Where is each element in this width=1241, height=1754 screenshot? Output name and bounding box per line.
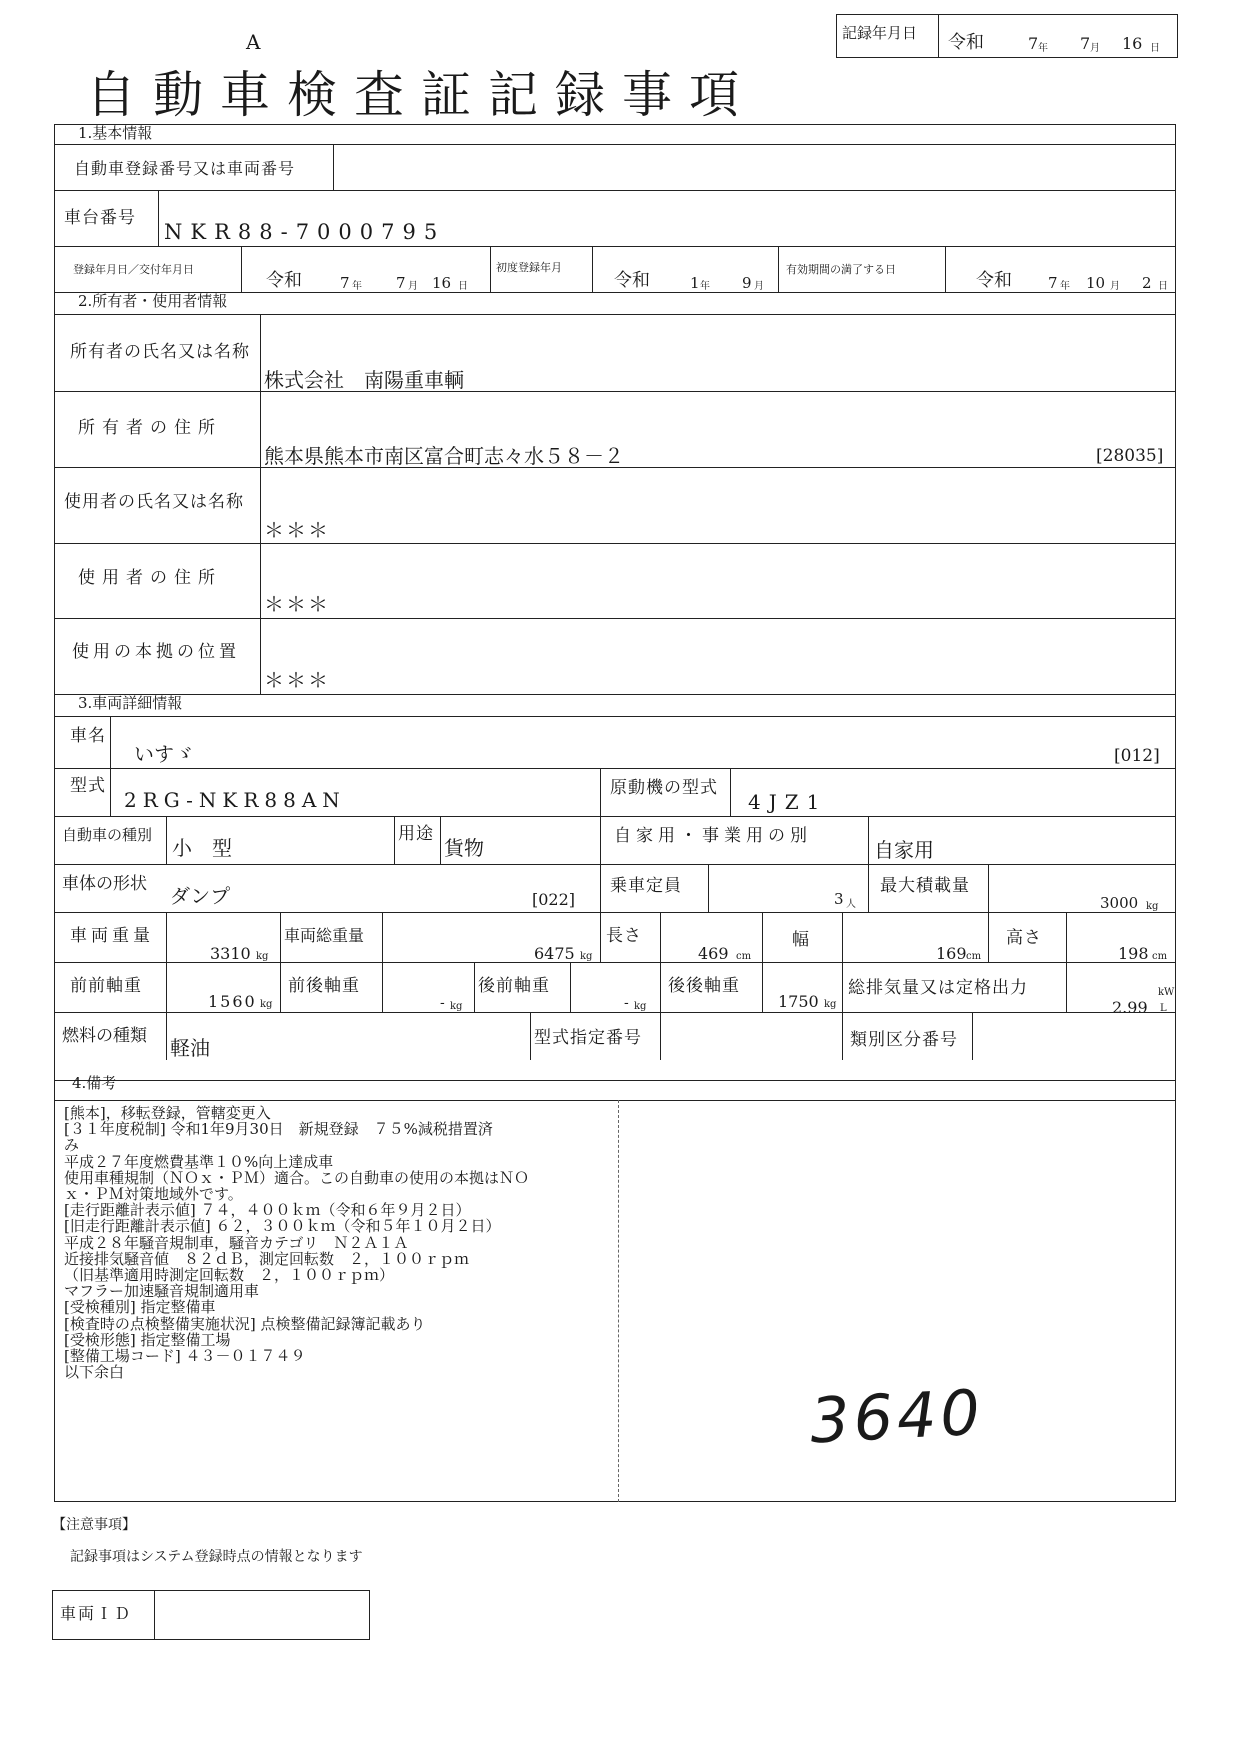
fr-axle-value: -	[440, 995, 445, 1011]
vehicle-name-code: [012]	[1114, 746, 1160, 766]
remarks-line: 使用車種規制（ＮＯｘ・ＰＭ）適合。この自動車の使用の本拠はＮＯ	[64, 1168, 530, 1187]
kg-unit: kg	[634, 1001, 647, 1012]
reg-number-label: 自動車登録番号又は車両番号	[74, 159, 296, 178]
capacity-label: 乗車定員	[610, 876, 682, 896]
year-unit: 年	[700, 281, 710, 292]
expiry-year: 7	[1048, 274, 1058, 292]
cm-unit: cm	[736, 951, 752, 962]
cm-unit: cm	[1152, 951, 1168, 962]
gross-value: 6475	[534, 944, 575, 963]
capacity-value: 3	[834, 890, 844, 908]
first-reg-year: 1	[690, 274, 700, 292]
rr-axle-label: 後後軸重	[668, 976, 740, 996]
fuel-label: 燃料の種類	[62, 1026, 147, 1046]
reg-date-era: 令和	[266, 270, 302, 291]
user-name-value: ＊＊＊	[264, 518, 330, 542]
kind-value: 小 型	[172, 836, 232, 860]
remarks-line: [検査時の点検整備実施状況] 点検整備記録簿記載あり	[64, 1314, 426, 1333]
document-title: 自動車検査証記録事項	[86, 66, 756, 124]
weight-value: 3310	[210, 944, 251, 963]
reg-date-year: 7	[340, 274, 350, 292]
record-date-label: 記録年月日	[842, 24, 918, 42]
kg-unit: kg	[450, 1001, 463, 1012]
max-load-label: 最大積載量	[880, 876, 970, 896]
record-date-year: 7	[1028, 34, 1039, 53]
use-value: 貨物	[444, 836, 484, 860]
remarks-line: 以下余白	[64, 1363, 125, 1382]
vehicle-id-label: 車両ＩＤ	[60, 1604, 133, 1623]
expiry-label: 有効期間の満了する日	[786, 263, 896, 276]
length-value: 469	[698, 944, 729, 963]
fr-axle-label: 前後軸重	[288, 976, 360, 996]
remarks-line: [３１年度税制] 令和1年9月30日 新規登録 ７５%減税措置済	[64, 1120, 493, 1139]
year-unit: 年	[352, 281, 362, 292]
chassis-label: 車台番号	[64, 208, 136, 228]
first-reg-era: 令和	[614, 270, 650, 291]
section-basic-heading: 1.基本情報	[78, 124, 153, 142]
day-unit: 日	[1150, 43, 1160, 54]
user-addr-label: 使用者の住所	[78, 568, 222, 588]
displacement-value: 2.99	[1112, 998, 1148, 1017]
model-value: 2RG-NKR88AN	[124, 788, 346, 812]
vehicle-name-label: 車名	[70, 726, 106, 746]
remarks-line: [受検形態] 指定整備工場	[64, 1330, 231, 1349]
handwritten-number: 3640	[808, 1375, 986, 1458]
ff-axle-value: 1560	[208, 992, 257, 1011]
model-label: 型式	[70, 776, 106, 796]
private-value: 自家用	[874, 838, 934, 862]
user-name-label: 使用者の氏名又は名称	[64, 492, 244, 512]
width-value: 169	[936, 944, 967, 963]
year-unit: 年	[1038, 43, 1048, 54]
max-load-value: 3000	[1100, 894, 1139, 912]
displacement-label: 総排気量又は定格出力	[848, 978, 1028, 998]
use-label: 用途	[398, 824, 434, 844]
corner-letter: A	[246, 30, 261, 54]
kind-label: 自動車の種別	[62, 826, 153, 844]
record-date-day: 16	[1122, 34, 1143, 53]
private-label: 自家用・事業用の別	[614, 826, 812, 846]
kw-unit: kW	[1158, 987, 1175, 998]
user-addr-value: ＊＊＊	[264, 592, 330, 616]
remarks-line: マフラー加速騒音規制適用車	[64, 1282, 260, 1301]
month-unit: 月	[754, 281, 764, 292]
first-reg-label: 初度登録年月	[496, 261, 562, 274]
month-unit: 月	[408, 281, 418, 292]
owner-name-value: 株式会社 南陽重車輌	[264, 368, 464, 392]
month-unit: 月	[1090, 43, 1100, 54]
liter-unit: L	[1160, 1003, 1167, 1014]
kg-unit: kg	[1146, 901, 1159, 912]
remarks-line: ｘ・ＰＭ対策地域外です。	[64, 1185, 243, 1204]
class-num-label: 類別区分番号	[850, 1030, 958, 1050]
remarks-line: み	[64, 1136, 80, 1155]
owner-addr-label: 所有者の住所	[78, 418, 222, 438]
remarks-line: （旧基準適用時測定回転数 ２，１００ｒｐｍ）	[64, 1266, 395, 1285]
kg-unit: kg	[260, 999, 273, 1010]
record-date-month: 7	[1080, 34, 1091, 53]
person-unit: 人	[846, 899, 856, 910]
vehicle-name-value: いすゞ	[134, 742, 194, 766]
notes-heading: 【注意事項】	[52, 1517, 136, 1533]
notes-text: 記録事項はシステム登録時点の情報となります	[70, 1549, 363, 1565]
type-num-label: 型式指定番号	[534, 1028, 642, 1048]
remarks-line: [走行距離計表示値] ７４，４００ｋｍ（令和６年９月２日）	[64, 1201, 471, 1220]
gross-label: 車両総重量	[284, 926, 365, 945]
kg-unit: kg	[580, 951, 593, 962]
remarks-line: 平成２７年度燃費基準１０%向上達成車	[64, 1152, 334, 1171]
reg-date-label: 登録年月日／交付年月日	[73, 263, 194, 276]
remarks-line: [旧走行距離計表示値] ６２，３００ｋｍ（令和５年１０月２日）	[64, 1217, 501, 1236]
length-label: 長さ	[606, 926, 642, 946]
height-label: 高さ	[1006, 928, 1042, 948]
section-owner-heading: 2.所有者・使用者情報	[78, 292, 228, 310]
remarks-line: 近接排気騒音値 ８２ｄＢ，測定回転数 ２，１００ｒｐｍ	[64, 1249, 470, 1268]
first-reg-month: 9	[742, 274, 752, 292]
width-label: 幅	[792, 930, 810, 950]
body-value: ダンプ	[170, 884, 231, 908]
expiry-era: 令和	[976, 270, 1012, 291]
remarks-line: [整備工場コード] ４３－０１７４９	[64, 1347, 306, 1366]
rr-axle-value: 1750	[778, 992, 819, 1011]
cm-unit: cm	[966, 951, 982, 962]
base-value: ＊＊＊	[264, 668, 330, 692]
ff-axle-label: 前前軸重	[70, 976, 142, 996]
weight-label: 車両重量	[70, 926, 154, 946]
day-unit: 日	[1158, 281, 1168, 292]
height-value: 198	[1118, 944, 1149, 963]
body-label: 車体の形状	[62, 874, 147, 894]
engine-label: 原動機の型式	[610, 778, 718, 798]
day-unit: 日	[458, 281, 468, 292]
body-code: [022]	[532, 890, 576, 909]
fuel-value: 軽油	[170, 1036, 210, 1060]
section-vehicle-heading: 3.車両詳細情報	[78, 694, 183, 712]
remarks-line: [熊本]，移転登録，管轄変更入	[64, 1104, 271, 1122]
expiry-month: 10	[1086, 274, 1106, 292]
record-date-era: 令和	[948, 32, 984, 53]
owner-addr-code: [28035]	[1096, 446, 1164, 466]
owner-addr-value: 熊本県熊本市南区富合町志々水５８－２	[264, 444, 624, 468]
owner-name-label: 所有者の氏名又は名称	[70, 342, 250, 362]
chassis-value: NKR88-7000795	[164, 220, 446, 244]
rf-axle-label: 後前軸重	[478, 976, 550, 996]
remarks-line: 平成２８年騒音規制車，騒音カテゴリ Ｎ２Ａ１Ａ	[64, 1233, 409, 1252]
month-unit: 月	[1110, 281, 1120, 292]
engine-value: 4JZ1	[748, 790, 828, 814]
section-remarks-heading: 4.備考	[72, 1074, 117, 1092]
expiry-day: 2	[1142, 274, 1152, 292]
kg-unit: kg	[824, 999, 837, 1010]
kg-unit: kg	[256, 951, 269, 962]
rf-axle-value: -	[624, 995, 629, 1011]
reg-date-day: 16	[432, 274, 452, 292]
remarks-block	[64, 1105, 614, 1380]
reg-date-month: 7	[396, 274, 406, 292]
year-unit: 年	[1060, 281, 1070, 292]
remarks-line: [受検種別] 指定整備車	[64, 1298, 216, 1317]
base-label: 使用の本拠の位置	[72, 642, 240, 662]
